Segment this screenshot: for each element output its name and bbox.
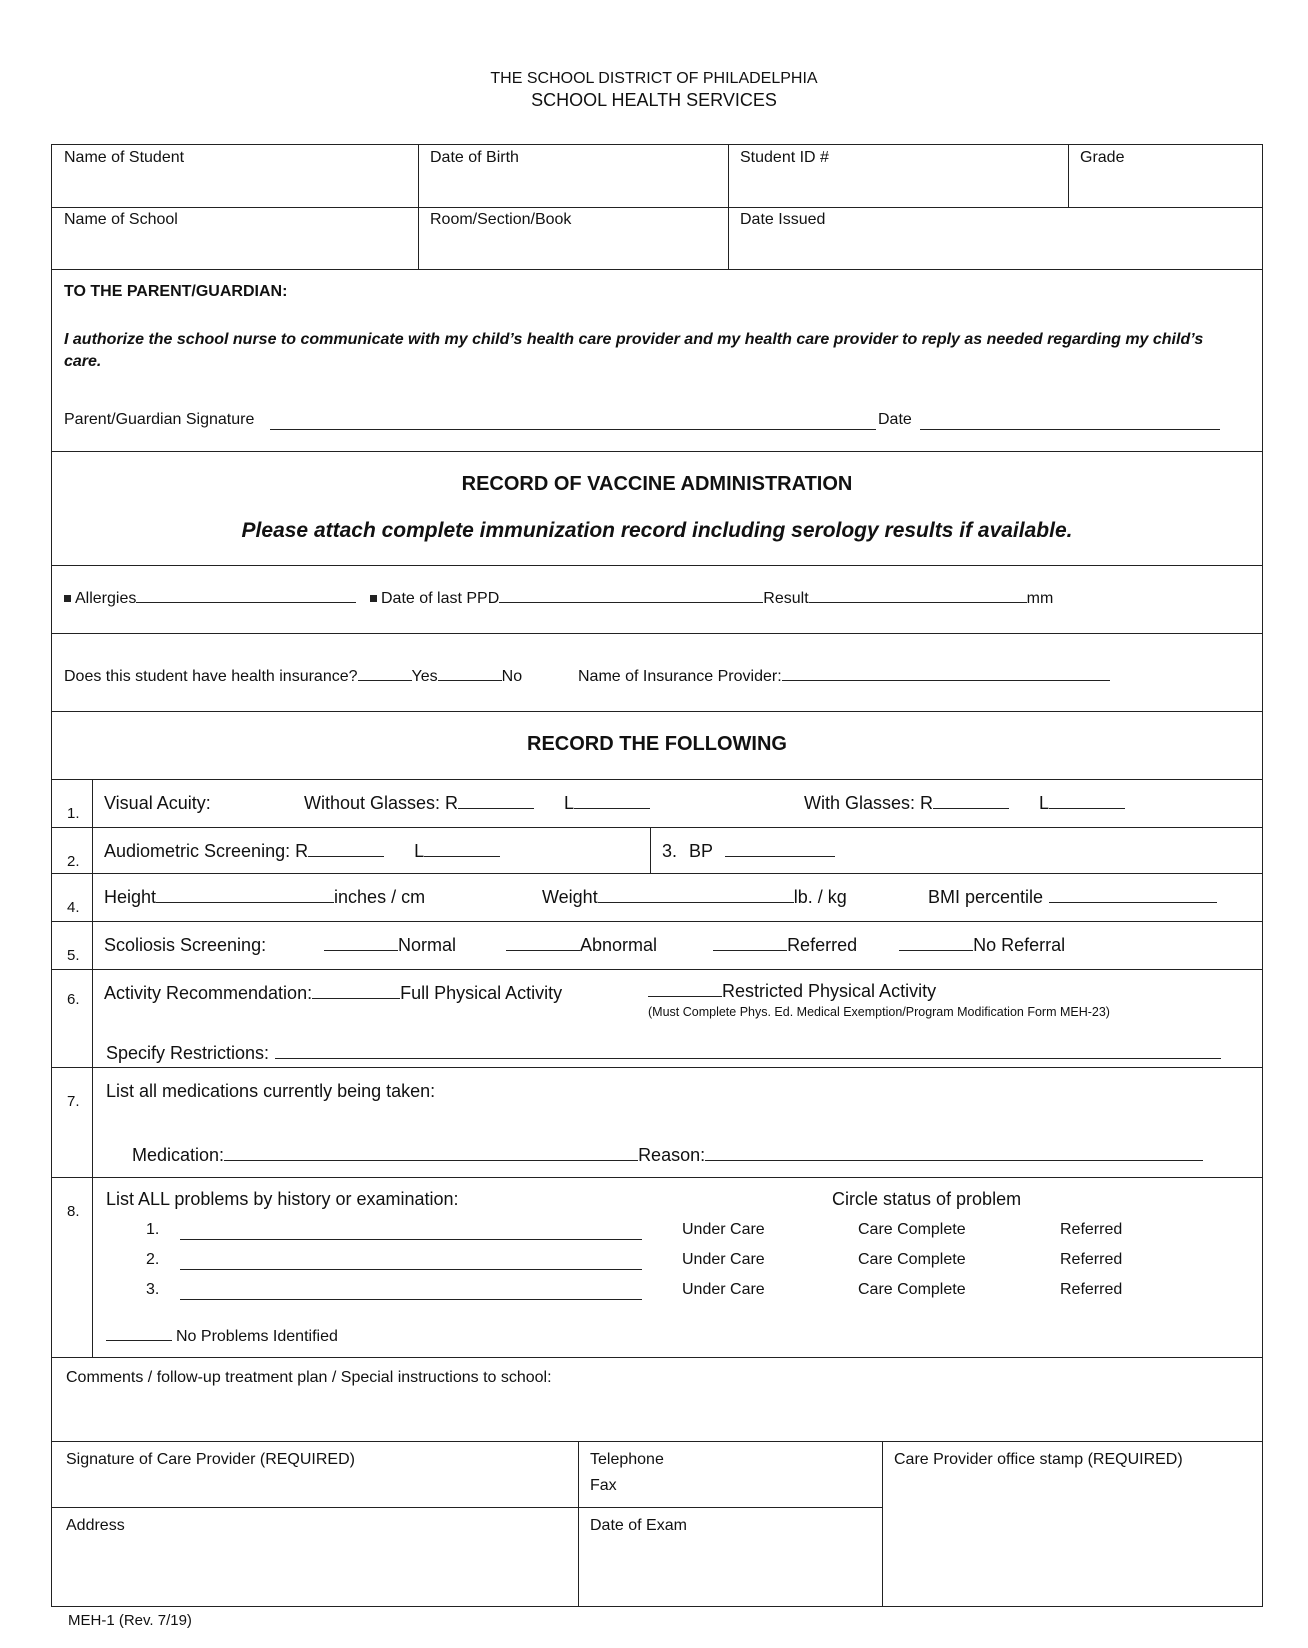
scoliosis-no-referral-blank[interactable] (899, 935, 973, 951)
telephone-field[interactable]: Telephone (590, 1451, 664, 1468)
item-number: 4. (67, 899, 80, 916)
parent-signature-label: Parent/Guardian Signature (64, 411, 255, 428)
bullet-icon (370, 595, 377, 602)
parent-date-line[interactable] (920, 429, 1220, 430)
scoliosis-normal-blank[interactable] (324, 935, 398, 951)
divider (882, 1441, 883, 1607)
divider (52, 1357, 1262, 1358)
problem-number: 1. (146, 1221, 160, 1238)
divider (52, 827, 1262, 828)
divider (52, 1177, 1262, 1178)
bmi-row: BMI percentile (928, 887, 1217, 908)
bp-field[interactable] (725, 841, 835, 857)
comments-label[interactable]: Comments / follow-up treatment plan / Special instructions to school: (66, 1369, 552, 1386)
insurance-provider-row: Name of Insurance Provider: (578, 665, 1110, 686)
status-referred[interactable]: Referred (1060, 1221, 1123, 1238)
scoliosis-referred-blank[interactable] (713, 935, 787, 951)
item-number: 6. (67, 991, 80, 1008)
address-field[interactable]: Address (66, 1517, 125, 1534)
allergies-row: Allergies (64, 587, 356, 608)
insurance-provider-field[interactable] (782, 665, 1110, 681)
record-following-title: RECORD THE FOLLOWING (527, 733, 787, 755)
problem-line[interactable] (180, 1299, 642, 1300)
restricted-row: Restricted Physical Activity (648, 981, 936, 1002)
without-glasses-row: Without Glasses: R L (304, 793, 650, 814)
scoliosis-options: Normal Abnormal Referred No Referral (324, 935, 1065, 956)
with-glasses-l-field[interactable] (1049, 793, 1125, 809)
medication-row: Medication: Reason: (132, 1145, 1203, 1166)
name-of-school-field[interactable]: Name of School (64, 211, 178, 228)
divider (52, 873, 1262, 874)
room-section-book-field[interactable]: Room/Section/Book (430, 211, 572, 228)
divider (52, 921, 1262, 922)
physical-exam-form (51, 144, 1263, 1607)
status-under-care[interactable]: Under Care (682, 1281, 765, 1298)
insurance-yes-blank[interactable] (358, 665, 412, 681)
date-of-exam-field[interactable]: Date of Exam (590, 1517, 687, 1534)
visual-acuity-label: Visual Acuity: (104, 793, 211, 813)
status-care-complete[interactable]: Care Complete (858, 1221, 966, 1238)
problem-line[interactable] (180, 1239, 642, 1240)
medications-label: List all medications currently being taken: (106, 1081, 436, 1101)
authorization-text: I authorize the school nurse to communicate with my child’s health care provider and my health care provider to reply as needed regarding my child’s care. (64, 331, 1204, 370)
divider (52, 565, 1262, 566)
item-number: 2. (67, 853, 80, 870)
name-of-student-field[interactable]: Name of Student (64, 149, 185, 166)
date-issued-field[interactable]: Date Issued (740, 211, 826, 228)
ppd-result-field[interactable] (809, 587, 1027, 603)
circle-status-label: Circle status of problem (832, 1189, 1022, 1209)
bp-row: 3. BP (662, 841, 835, 862)
restricted-note: (Must Complete Phys. Ed. Medical Exemption/Program Modification Form MEH-23) (648, 1005, 1110, 1019)
item-number: 1. (67, 805, 80, 822)
without-glasses-l-field[interactable] (574, 793, 650, 809)
height-field[interactable] (156, 887, 334, 903)
fax-field[interactable]: Fax (590, 1477, 617, 1494)
divider (52, 711, 1262, 712)
status-care-complete[interactable]: Care Complete (858, 1281, 966, 1298)
divider (52, 1067, 1262, 1068)
divider (578, 1441, 579, 1607)
insurance-no-blank[interactable] (438, 665, 502, 681)
specify-row: Specify Restrictions: (106, 1043, 1221, 1064)
date-of-birth-field[interactable]: Date of Birth (430, 149, 519, 166)
restricted-activity-blank[interactable] (648, 981, 722, 997)
without-glasses-r-field[interactable] (458, 793, 534, 809)
bullet-icon (64, 595, 71, 602)
status-under-care[interactable]: Under Care (682, 1251, 765, 1268)
no-problems-blank[interactable] (106, 1325, 172, 1341)
no-problems-row: No Problems Identified (106, 1325, 338, 1346)
status-referred[interactable]: Referred (1060, 1281, 1123, 1298)
divider (52, 1507, 882, 1508)
scoliosis-abnormal-blank[interactable] (506, 935, 580, 951)
bmi-field[interactable] (1049, 887, 1217, 903)
divider (52, 969, 1262, 970)
item-number: 7. (67, 1093, 80, 1110)
number-column-divider (92, 779, 93, 1357)
restrictions-field[interactable] (275, 1043, 1221, 1059)
scoliosis-label: Scoliosis Screening: (104, 935, 267, 955)
department-name: SCHOOL HEALTH SERVICES (531, 90, 777, 110)
problems-label: List ALL problems by history or examination: (106, 1189, 459, 1209)
audiometric-row: Audiometric Screening: R L (104, 841, 500, 862)
vaccine-note: Please attach complete immunization record including serology results if available. (241, 519, 1073, 542)
reason-field[interactable] (705, 1145, 1203, 1161)
with-glasses-r-field[interactable] (933, 793, 1009, 809)
status-care-complete[interactable]: Care Complete (858, 1251, 966, 1268)
vaccine-title: RECORD OF VACCINE ADMINISTRATION (461, 473, 853, 495)
office-stamp-field[interactable]: Care Provider office stamp (REQUIRED) (894, 1451, 1183, 1468)
problem-number: 2. (146, 1251, 160, 1268)
weight-field[interactable] (598, 887, 794, 903)
ppd-row: Date of last PPD Result mm (370, 587, 1053, 608)
parent-signature-line[interactable] (270, 429, 876, 430)
problem-line[interactable] (180, 1269, 642, 1270)
district-name: THE SCHOOL DISTRICT OF PHILADELPHIA (490, 70, 818, 87)
audiometric-l-field[interactable] (424, 841, 500, 857)
ppd-date-field[interactable] (499, 587, 763, 603)
audiometric-r-field[interactable] (308, 841, 384, 857)
full-activity-blank[interactable] (312, 983, 400, 999)
parent-date-label: Date (878, 411, 912, 428)
divider (52, 1441, 1262, 1442)
with-glasses-row: With Glasses: R L (804, 793, 1125, 814)
status-under-care[interactable]: Under Care (682, 1221, 765, 1238)
divider (52, 269, 1262, 270)
height-row: Height inches / cm (104, 887, 426, 907)
student-id-field[interactable]: Student ID # (740, 149, 829, 166)
insurance-row: Does this student have health insurance? Yes No (64, 665, 522, 686)
item-number: 5. (67, 947, 80, 964)
weight-row: Weight lb. / kg (542, 887, 847, 907)
divider (52, 451, 1262, 452)
status-referred[interactable]: Referred (1060, 1251, 1123, 1268)
divider (1068, 145, 1069, 207)
form-id: MEH-1 (Rev. 7/19) (68, 1612, 192, 1629)
grade-field[interactable]: Grade (1080, 149, 1125, 166)
divider (650, 827, 651, 873)
problem-number: 3. (146, 1281, 160, 1298)
parent-heading: TO THE PARENT/GUARDIAN: (64, 283, 288, 300)
divider (52, 779, 1262, 780)
medication-field[interactable] (224, 1145, 638, 1161)
provider-signature-field[interactable]: Signature of Care Provider (REQUIRED) (66, 1451, 355, 1468)
allergies-field[interactable] (136, 587, 356, 603)
divider (52, 633, 1262, 634)
divider (52, 207, 1262, 208)
item-number: 8. (67, 1203, 80, 1220)
activity-row: Activity Recommendation: Full Physical Activity (104, 983, 563, 1003)
